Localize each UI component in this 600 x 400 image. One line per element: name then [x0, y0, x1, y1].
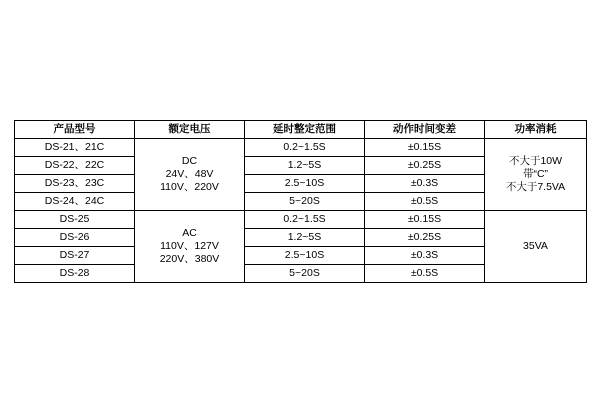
voltage-ac-type: AC — [182, 227, 197, 239]
cell-time-variation: ±0.3S — [365, 247, 485, 265]
voltage-ac-line2: 220V、380V — [159, 253, 220, 265]
specification-table — [14, 120, 587, 283]
cell-time-variation: ±0.25S — [365, 157, 485, 175]
cell-power-dc — [485, 139, 587, 211]
column-header-power-consumption: 功率消耗 — [485, 121, 587, 139]
cell-voltage-ac — [135, 211, 245, 283]
column-header-voltage: 额定电压 — [135, 121, 245, 139]
cell-delay-range: 2.5~10S — [245, 175, 365, 193]
spec-table-container — [14, 120, 586, 283]
cell-model: DS-28 — [15, 265, 135, 283]
table-row — [15, 139, 587, 157]
column-header-model: 产品型号 — [15, 121, 135, 139]
cell-delay-range: 0.2~1.5S — [245, 139, 365, 157]
cell-power-ac: 35VA — [485, 211, 587, 283]
cell-time-variation: ±0.15S — [365, 139, 485, 157]
cell-delay-range: 5~20S — [245, 265, 365, 283]
cell-time-variation: ±0.5S — [365, 265, 485, 283]
voltage-dc-type: DC — [181, 155, 198, 167]
voltage-dc-line1: 24V、48V — [165, 168, 214, 180]
cell-model: DS-23、23C — [15, 175, 135, 193]
cell-time-variation: ±0.5S — [365, 193, 485, 211]
power-dc-line3: 不大于7.5VA — [505, 181, 566, 193]
cell-time-variation: ±0.15S — [365, 211, 485, 229]
power-dc-line1: 不大于10W — [508, 155, 563, 167]
cell-time-variation: ±0.25S — [365, 229, 485, 247]
cell-model: DS-27 — [15, 247, 135, 265]
cell-time-variation: ±0.3S — [365, 175, 485, 193]
voltage-dc-line2: 110V、220V — [160, 181, 219, 193]
cell-model: DS-21、21C — [15, 139, 135, 157]
power-dc-line2: 带“C” — [522, 168, 549, 180]
cell-voltage-dc — [135, 139, 245, 211]
column-header-delay-range: 延时整定范围 — [245, 121, 365, 139]
cell-model: DS-26 — [15, 229, 135, 247]
cell-model: DS-24、24C — [15, 193, 135, 211]
cell-delay-range: 1.2~5S — [245, 229, 365, 247]
column-header-time-variation: 动作时间变差 — [365, 121, 485, 139]
table-row — [15, 211, 587, 229]
table-header-row — [15, 121, 587, 139]
voltage-ac-line1: 110V、127V — [160, 240, 219, 252]
cell-delay-range: 2.5~10S — [245, 247, 365, 265]
cell-delay-range: 5~20S — [245, 193, 365, 211]
cell-model: DS-25 — [15, 211, 135, 229]
cell-delay-range: 0.2~1.5S — [245, 211, 365, 229]
cell-model: DS-22、22C — [15, 157, 135, 175]
cell-delay-range: 1.2~5S — [245, 157, 365, 175]
